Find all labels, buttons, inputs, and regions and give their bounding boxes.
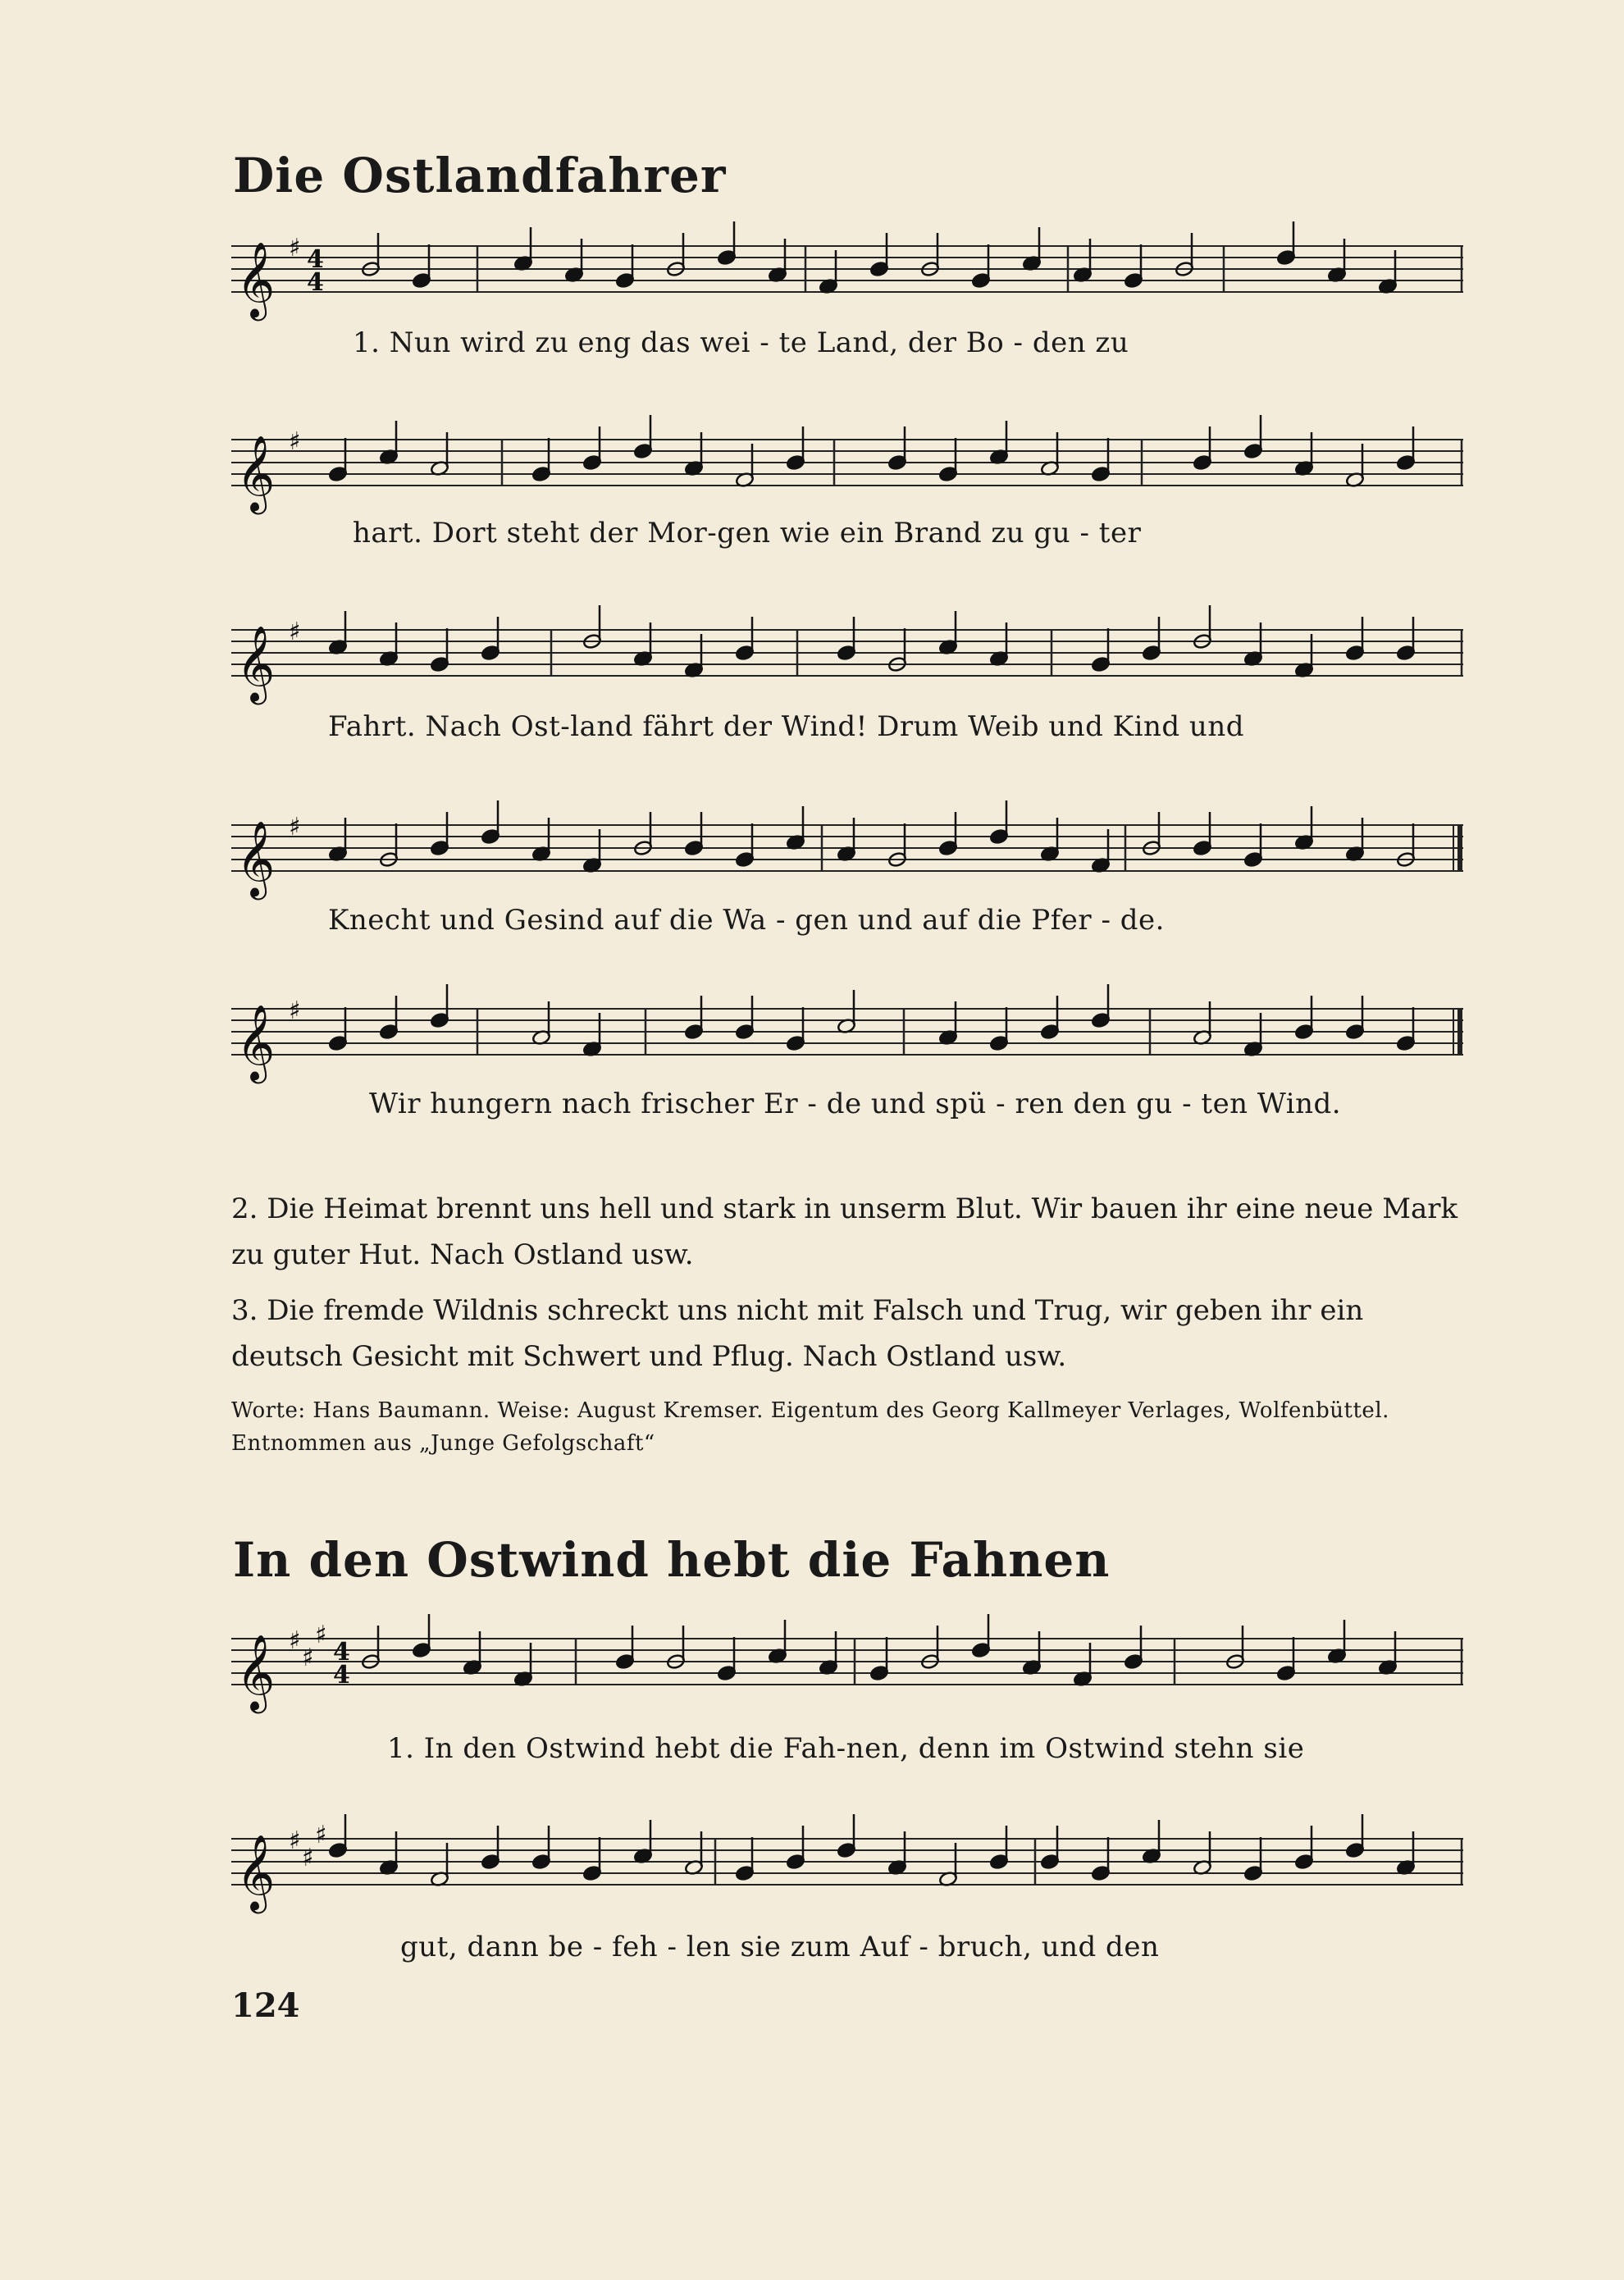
staff-notation <box>231 427 1463 511</box>
sharp-icon: ♯ <box>302 1644 314 1672</box>
treble-clef-icon: 𝄞 <box>236 820 276 896</box>
sharp-icon: ♯ <box>289 618 301 646</box>
sharp-icon: ♯ <box>315 1621 327 1649</box>
staff-notation <box>231 1621 1463 1710</box>
music-staff <box>231 996 1463 1080</box>
treble-clef-icon: 𝄞 <box>236 1004 276 1080</box>
treble-clef-icon: 𝄞 <box>236 625 276 701</box>
song-credit: Worte: Hans Baumann. Weise: August Kremser. Eigentum des Georg Kallmeyer Verlages, Wolfenbüttel. Entnommen aus „Junge Gefolgschaft“ <box>231 1398 1389 1456</box>
sharp-icon: ♯ <box>289 427 301 456</box>
time-signature-top: 4 <box>333 1638 350 1667</box>
time-signature-bottom: 4 <box>333 1661 350 1689</box>
time-signature-top: 4 <box>307 245 324 274</box>
lyric-line: 1. In den Ostwind hebt die Fah-nen, denn im Ostwind stehn sie <box>387 1732 1305 1765</box>
treble-clef-icon: 𝄞 <box>236 1834 276 1910</box>
lyric-line: Wir hungern nach frischer Er - de und spü - ren den gu - ten Wind. <box>369 1088 1342 1120</box>
lyric-line: Fahrt. Nach Ost-land fährt der Wind! Drum Weib und Kind und <box>328 710 1244 743</box>
music-staff <box>231 427 1463 511</box>
treble-clef-icon: 𝄞 <box>236 1634 276 1710</box>
treble-clef-icon: 𝄞 <box>236 435 276 511</box>
verse-text: 3. Die fremde Wildnis schreckt uns nicht mit Falsch und Trug, wir geben ihr ein deutsch Gesicht mit Schwert und Pflug. Nach Ostland usw. <box>231 1294 1364 1373</box>
staff-notation <box>231 234 1463 317</box>
song-title: Die Ostlandfahrer <box>233 148 727 203</box>
music-staff <box>231 1621 1463 1710</box>
music-staff <box>231 813 1463 896</box>
staff-notation <box>231 996 1463 1080</box>
sharp-icon: ♯ <box>289 1626 301 1655</box>
lyric-line: gut, dann be - feh - len sie zum Auf - bruch, und den <box>400 1931 1160 1963</box>
treble-clef-icon: 𝄞 <box>236 241 276 317</box>
music-staff <box>231 1821 1463 1910</box>
staff-notation <box>231 1821 1463 1910</box>
sharp-icon: ♯ <box>315 1821 327 1849</box>
sharp-icon: ♯ <box>289 996 301 1025</box>
music-staff <box>231 618 1463 701</box>
time-signature-bottom: 4 <box>307 268 324 297</box>
staff-notation <box>231 813 1463 896</box>
lyric-line: 1. Nun wird zu eng das wei - te Land, der Bo - den zu <box>353 326 1129 359</box>
song-title: In den Ostwind hebt die Fahnen <box>233 1532 1111 1588</box>
lyric-line: hart. Dort steht der Mor-gen wie ein Brand zu gu - ter <box>353 517 1142 549</box>
lyric-line: Knecht und Gesind auf die Wa - gen und auf die Pfer - de. <box>328 904 1165 937</box>
verse-text: 2. Die Heimat brennt uns hell und stark in unserm Blut. Wir bauen ihr eine neue Mark zu guter Hut. Nach Ostland usw. <box>231 1192 1458 1271</box>
sharp-icon: ♯ <box>289 1826 301 1855</box>
sharp-icon: ♯ <box>302 1844 314 1872</box>
staff-notation <box>231 618 1463 701</box>
page-number: 124 <box>231 1986 300 2025</box>
sharp-icon: ♯ <box>289 234 301 262</box>
music-staff <box>231 234 1463 317</box>
sharp-icon: ♯ <box>289 813 301 841</box>
